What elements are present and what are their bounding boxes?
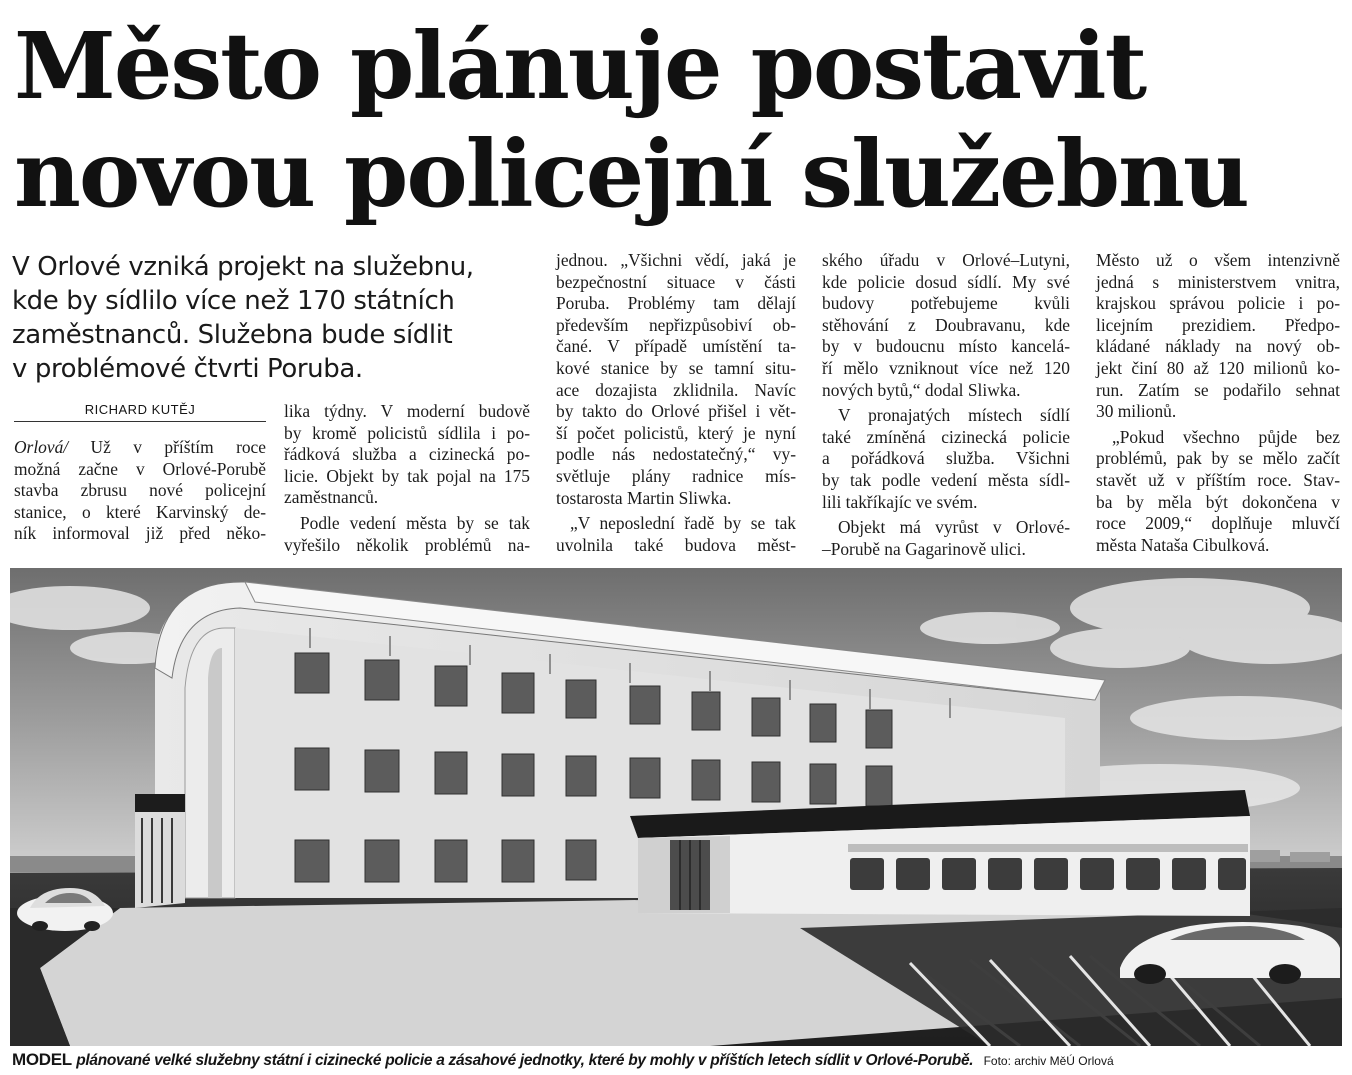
text-line: Objekt má vyrůst v Orlové- [838, 517, 1070, 538]
text-line: Podle vedení města by se tak [300, 512, 530, 533]
dateline: Orlová/ [14, 437, 69, 457]
text-line: ší počet policistů, který je nyní [556, 422, 796, 443]
photo-caption [12, 1050, 1342, 1070]
text-line: ník informoval již před něko- [14, 523, 266, 544]
text-line: by takto do Orlové přišel i vět- [556, 401, 796, 422]
text-line: a pořádková služba. Všichni [822, 448, 1070, 469]
text-line: jednou. „Všichni vědí, jaká je [556, 250, 796, 270]
caption-text: plánované velké služebny státní i cizinecké policie a zásahové jednotky, které by mohly v příštích letech sídlit v Orlové-Porubě. [76, 1052, 974, 1069]
text-line: světluje plány radnice mís- [556, 465, 796, 486]
text-line: vyřešilo několik problémů na- [284, 534, 530, 555]
text-line: řádková služba a cizinecká po- [284, 444, 530, 465]
text-line: nových bytů,“ dodal Sliwka. [822, 379, 1021, 400]
text-line: lika týdny. V moderní budově [284, 401, 530, 421]
text-line: ského úřadu v Orlové–Lutyni, [822, 250, 1070, 270]
text-line: uvolnila také budova měst- [556, 534, 796, 555]
text-line: také zmíněná cizinecká policie [822, 426, 1070, 447]
text-line: „Pokud všechno půjde bez [1112, 426, 1340, 447]
text-line: by kromě policistů sídlila i po- [284, 422, 530, 443]
text-line: licie. Objekt by tak pojal na 175 [284, 465, 530, 486]
text-line: Poruba. Problémy tam dělají [556, 293, 796, 314]
building-model-photo [10, 568, 1342, 1046]
text-line: licejním prezidiem. Předpo- [1096, 314, 1340, 335]
text-line: ace dozajista zklidnila. Navíc [556, 379, 796, 400]
text-line: jekt činí 80 až 120 milionů ko- [1096, 357, 1340, 378]
text-line: kde policie dosud sídlí. My své [822, 271, 1070, 292]
headline-line-1: Město plánuje postavit [14, 12, 1146, 120]
byline: RICHARD KUTĚJ [14, 402, 266, 422]
lead-line: zaměstnanců. Služebna bude sídlit [12, 320, 453, 350]
lead-paragraph [12, 250, 532, 386]
text-line: možná začne v Orlové-Porubě [14, 458, 266, 479]
text-line: města Nataša Cibulková. [1096, 534, 1270, 555]
text-line: by tak podle vedení města sídl- [822, 469, 1070, 490]
text-line: ba by měla být dokončena v [1096, 491, 1340, 512]
text-line: krajskou správou policie i po- [1096, 293, 1340, 314]
text-line: podle nás nedostatečný,“ vy- [556, 444, 796, 465]
text-line: stavba zbrusu nové policejní [14, 480, 266, 501]
text-line: jedná s ministerstvem vnitra, [1096, 271, 1340, 292]
text-line: stanice, o které Karvinský de- [14, 501, 266, 522]
text-line: roce 2009,“ doplňuje mluvčí [1096, 513, 1340, 534]
article-column-3 [556, 250, 796, 556]
lead-line: v problémové čtvrti Poruba. [12, 354, 363, 384]
article-column-1 [14, 437, 266, 545]
text-line: stěhování z Doubravanu, kde [822, 314, 1070, 335]
article-column-4 [822, 250, 1070, 560]
text-line: budovy potřebujeme kvůli [822, 293, 1070, 314]
headline [14, 12, 1334, 228]
text-line: –Porubě na Gagarinově ulici. [822, 538, 1026, 559]
text-line: „V neposlední řadě by se tak [570, 513, 796, 534]
caption-tag: MODEL [12, 1050, 72, 1069]
headline-line-2: novou policejní služebnu [14, 120, 1248, 228]
text-line: run. Zatím se podařilo sehnat [1096, 379, 1340, 400]
text-line: bezpečnostní situace v části [556, 271, 796, 292]
text-line: problémů, pak by se mělo začít [1096, 448, 1340, 469]
text-line: zaměstnanců. [284, 487, 379, 508]
text-line: čané. V případě umístění ta- [556, 336, 796, 357]
article-column-5 [1096, 250, 1340, 556]
text-line: stavět už v příštím roce. Stav- [1096, 469, 1340, 490]
text-line: kládané náklady na nový ob- [1096, 336, 1340, 357]
text-line: V pronajatých místech sídlí [838, 405, 1070, 426]
text-line: ří mělo vzniknout více než 120 [822, 357, 1070, 378]
lead-line: kde by sídlilo více než 170 státních [12, 286, 455, 316]
text-line: především nepřizpůsobiví ob- [556, 314, 796, 335]
lead-line: V Orlové vzniká projekt na služebnu, [12, 252, 474, 282]
photo-credit: Foto: archiv MěÚ Orlová [983, 1054, 1114, 1068]
text-line: lili takříkajíc ve svém. [822, 491, 978, 512]
text-line: by v budoucnu místo kancelá- [822, 336, 1070, 357]
text-line: Město už o všem intenzivně [1096, 250, 1340, 270]
text-line: kové stanice by se tamní situ- [556, 357, 796, 378]
text-line: 30 milionů. [1096, 401, 1177, 422]
text-line: tostarosta Martin Sliwka. [556, 487, 732, 508]
article-column-2 [284, 401, 530, 556]
text-line: Už v příštím roce [90, 437, 266, 457]
